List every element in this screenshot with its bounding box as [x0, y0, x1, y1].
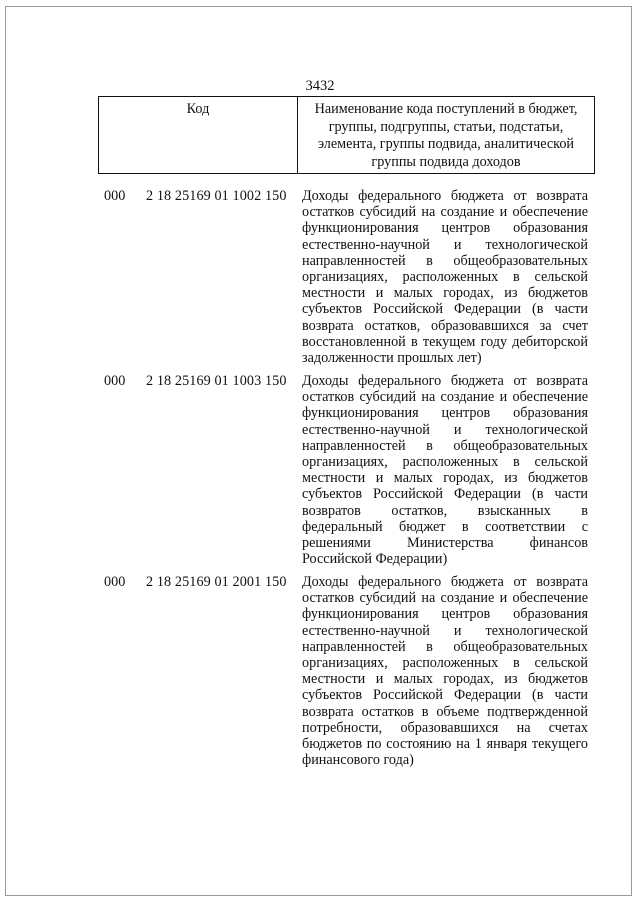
table-header — [98, 96, 595, 174]
income-code: 2 18 25169 01 1003 150 — [146, 373, 287, 389]
income-description: Доходы федерального бюджета от возврата остатков субсидий на создание и обеспечение функционирования центров образования естественно-научной и технологической направленностей в общеобразовательных организациях, расположенных в сельской местности и малых городах, из бюджетов субъектов Российской Федерации (в части возврата остатков, образовавшихся за счет восстановленной в текущем году дебиторской задолженности прошлых лет) — [302, 188, 588, 367]
income-description: Доходы федерального бюджета от возврата остатков субсидий на создание и обеспечение функционирования центров образования естественно-научной и технологической направленностей в общеобразовательных организациях, расположенных в сельской местности и малых городах, из бюджетов субъектов Российской Федерации (в части возврата остатков в объеме подтвержденной потребности, образовавшихся на счетах бюджетов по состоянию на 1 января текущего финансового года) — [302, 574, 588, 769]
admin-code: 000 — [104, 188, 126, 204]
header-column-divider — [297, 97, 298, 173]
page-number: 3432 — [305, 78, 335, 94]
income-code: 2 18 25169 01 1002 150 — [146, 188, 287, 204]
admin-code: 000 — [104, 373, 126, 389]
header-name-label: Наименование кода поступлений в бюджет, группы, подгруппы, статьи, подстатьи, элемента, группы подвида, аналитической группы подвида доходов — [314, 101, 578, 170]
header-code-label: Код — [186, 101, 210, 117]
admin-code: 000 — [104, 574, 126, 590]
income-code: 2 18 25169 01 2001 150 — [146, 574, 287, 590]
income-description: Доходы федерального бюджета от возврата остатков субсидий на создание и обеспечение функционирования центров образования естественно-научной и технологической направленностей в общеобразовательных организациях, расположенных в сельской местности и малых городах, из бюджетов субъектов Российской Федерации (в части возвратов остатков, взысканных в федеральный бюджет в соответствии с решениями Министерства финансов Российской Федерации) — [302, 373, 588, 568]
